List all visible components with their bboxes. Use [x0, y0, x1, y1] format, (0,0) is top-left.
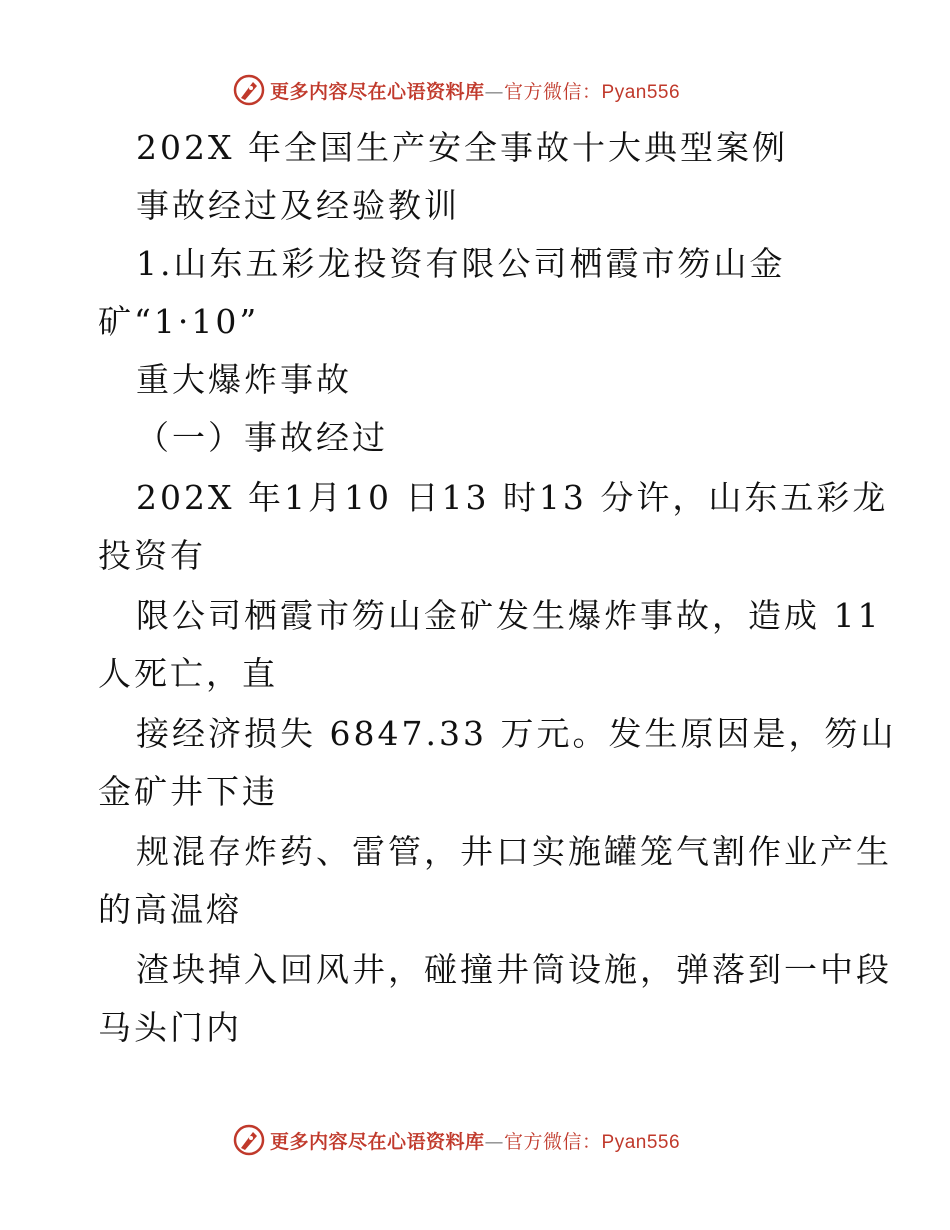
- banner-wechat-label: 官方微信：: [504, 80, 602, 103]
- paragraph-line: 金矿井下违: [98, 772, 278, 811]
- paragraph-line: 202X 年1月10 日13 时13 分许，山东五彩龙: [136, 478, 889, 517]
- banner-dash: —: [484, 1130, 505, 1153]
- pen-nib-circle-icon: [232, 1123, 266, 1157]
- case-heading-cont: 矿“1·10”: [98, 302, 260, 341]
- doc-title: 202X 年全国生产安全事故十大典型案例: [136, 128, 788, 167]
- paragraph-line: 规混存炸药、雷管，井口实施罐笼气割作业产生: [136, 832, 892, 871]
- paragraph-line: 渣块掉入回风井，碰撞井筒设施，弹落到一中段: [136, 950, 892, 989]
- paragraph-line: 马头门内: [98, 1008, 242, 1047]
- footer-banner: [232, 1120, 680, 1160]
- paragraph-line: 接经济损失 6847.33 万元。发生原因是，笏山: [136, 714, 897, 753]
- paragraph-line: 投资有: [98, 536, 206, 575]
- banner-site-name: 更多内容尽在心语资料库: [270, 1130, 485, 1153]
- paragraph-line: 人死亡，直: [98, 654, 278, 693]
- paragraph-line: 的高温熔: [98, 890, 242, 929]
- paragraph-line: 限公司栖霞市笏山金矿发生爆炸事故，造成 11: [136, 596, 882, 635]
- banner-wechat-label: 官方微信：: [504, 1130, 602, 1153]
- section-heading: （一）事故经过: [136, 418, 388, 457]
- banner-dash: —: [484, 80, 505, 103]
- case-heading: 1.山东五彩龙投资有限公司栖霞市笏山金: [136, 244, 786, 283]
- banner-wechat-id: Pyan556: [601, 81, 681, 103]
- banner-wechat-id: Pyan556: [601, 1131, 681, 1153]
- doc-subtitle: 事故经过及经验教训: [136, 186, 460, 225]
- case-heading-sub: 重大爆炸事故: [136, 360, 352, 399]
- header-banner: [232, 70, 680, 110]
- pen-nib-circle-icon: [232, 73, 266, 107]
- banner-site-name: 更多内容尽在心语资料库: [270, 80, 485, 103]
